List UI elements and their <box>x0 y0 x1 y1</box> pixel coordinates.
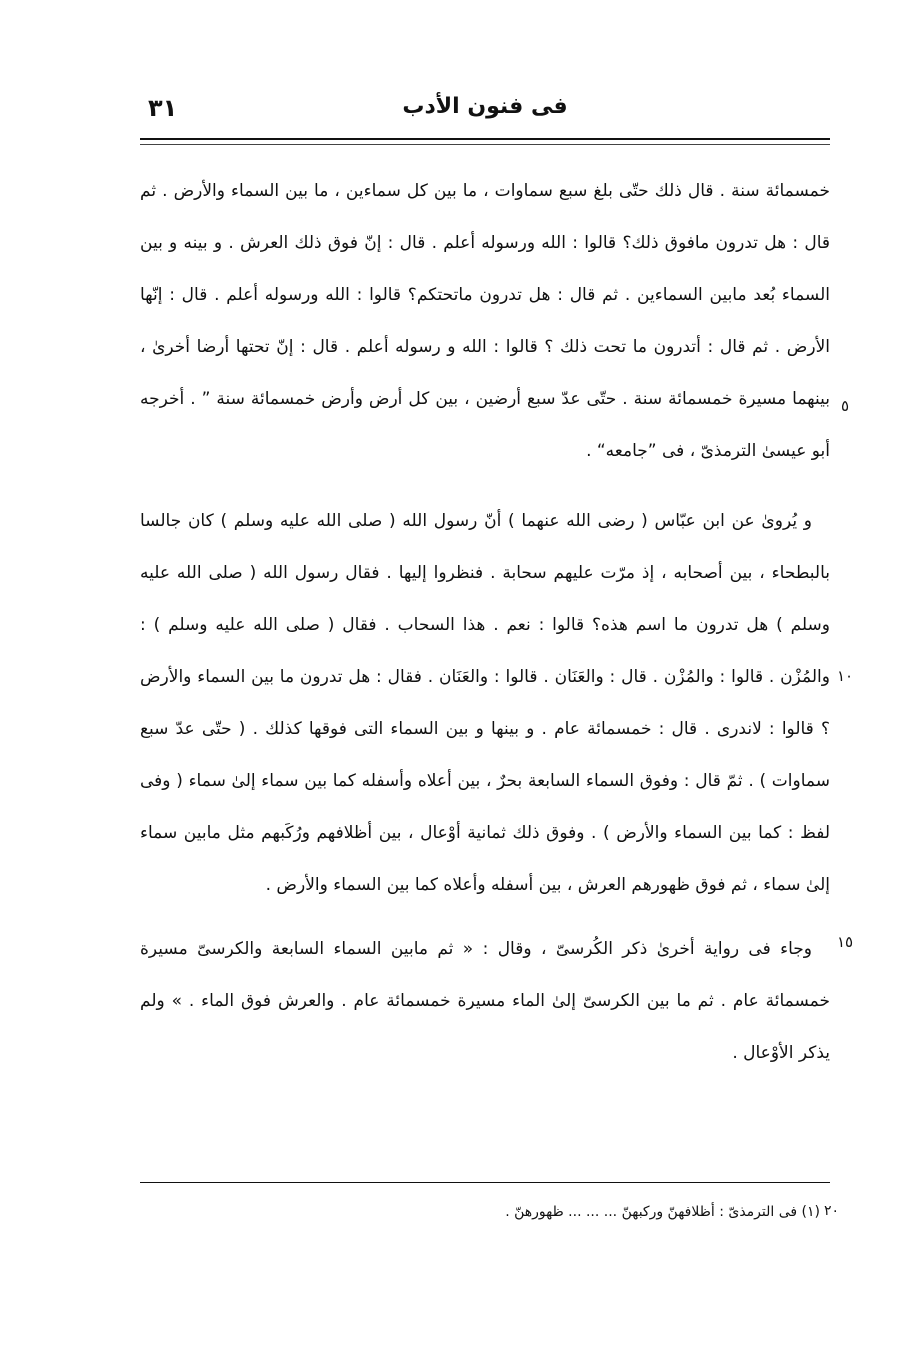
footnote: (١) فى الترمذىّ : أظلافهنّ وركبهنّ ... ... ... ظهورهنّ . <box>505 1204 820 1220</box>
line-number-5: ٥ <box>840 397 850 415</box>
header-rule-thin <box>140 144 830 145</box>
line-number-15: ١٥ <box>836 933 854 951</box>
main-text <box>140 165 830 1079</box>
paragraph-1: خمسمائة سنة . قال ذلك حتّى بلغ سبع سماوات ، ما بين كل سماءين ، ما بين السماء والأرض . ثم قال : هل تدرون مافوق ذلك؟ قالوا : الله ورسوله أعلم . قال : إنّ فوق ذلك العرش . و بينه و بين السماء بُعد مابين السماءين . ثم قال : هل تدرون ماتحتكم؟ قالوا : الله ورسوله أعلم . قال : إنّها الأرض . ثم قال : أتدرون ما تحت ذلك ؟ قالوا : الله و رسوله أعلم . قال : إنّ تحتها أرضا أخرىٰ ، بينهما مسيرة خمسمائة سنة . حتّى عدّ سبع أرضين ، بين كل أرض وأرض خمسمائة سنة ” . أخرجه أبو عيسىٰ الترمذىّ ، فى ”جامعه“ . <box>140 181 830 461</box>
line-number-10: ١٠ <box>836 667 854 685</box>
page-number: ٣١ <box>148 94 178 122</box>
paragraph-3: وجاء فى رواية أخرىٰ ذكر الكُرسىّ ، وقال : « ثم مابين السماء السابعة والكرسىّ مسيرة خمسمائة عام . ثم ما بين الكرسىّ إلىٰ الماء مسيرة خمسمائة عام . والعرش فوق الماء . » ولم يذكر الأوْعال . <box>140 939 830 1063</box>
paragraph-2: و يُروىٰ عن ابن عبّاس ( رضى الله عنهما ) أنّ رسول الله ( صلى الله عليه وسلم ) كان جالسا بالبطحاء ، بين أصحابه ، إذ مرّت عليهم سحابة . فنظروا إليها . فقال رسول الله ( صلى الله عليه وسلم ) هل تدرون ما اسم هذه؟ قالوا : نعم . هذا السحاب . فقال ( صلى الله عليه وسلم ) : والمُزْن . قالوا : والمُزْن . قال : والعَنَان . قالوا : والعَنَان . فقال : هل تدرون ما بين السماء والأرض ؟ قالوا : لاندرى . قال : خمسمائة عام . و بينها و بين السماء التى فوقها كذلك . ( حتّى عدّ سبع سماوات ) . ثمّ قال : وفوق السماء السابعة بحرٌ ، بين أعلاه وأسفله كما بين سماء إلىٰ سماء ( وفى لفظ : كما بين السماء والأرض ) . وفوق ذلك ثمانية أوْعال ، بين أظلافهم ورُكَبهم مثل مابين سماء إلىٰ سماء ، ثم فوق ظهورهم العرش ، بين أسفله وأعلاه كما بين السماء والأرض . <box>140 511 830 895</box>
footnote-rule <box>140 1182 830 1183</box>
header-rule <box>140 138 830 140</box>
running-title: فى فنون الأدب <box>402 94 568 119</box>
line-number-20: ٢٠ <box>824 1203 840 1219</box>
page-header <box>140 92 830 132</box>
